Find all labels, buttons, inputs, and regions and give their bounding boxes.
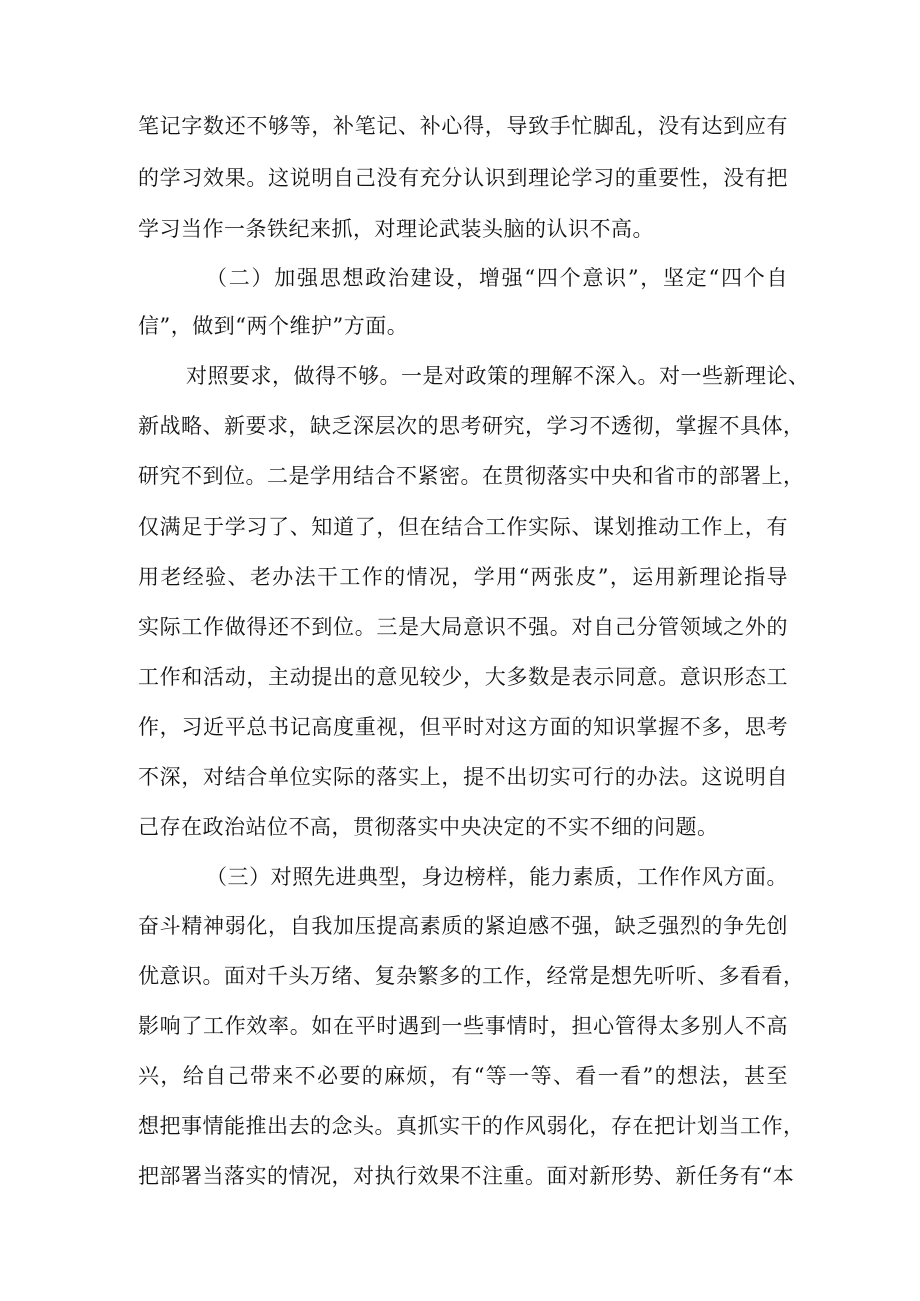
text-line-15: 己存在政治站位不高，贯彻落实中央决定的不实不细的问题。	[138, 815, 719, 839]
text-line-12: 工作和活动，主动提出的意见较少，大多数是表示同意。意识形态工	[138, 665, 788, 689]
section-heading-3: （三）对照先进典型，身边榜样，能力素质，工作作风方面。	[206, 865, 788, 889]
text-line-9: 仅满足于学习了、知道了，但在结合工作实际、谋划推动工作上，有	[138, 515, 788, 539]
text-line-14: 不深，对结合单位实际的落实上，提不出切实可行的办法。这说明自	[138, 765, 788, 789]
text-line-1: 笔记字数还不够等，补笔记、补心得，导致手忙脚乱，没有达到应有	[138, 114, 788, 138]
text-line-3: 学习当作一条铁纪来抓，对理论武装头脑的认识不高。	[138, 217, 654, 241]
section-heading-2: （二）加强思想政治建设，增强“四个意识”，坚定“四个自	[206, 266, 788, 290]
text-line-11: 实际工作做得还不到位。三是大局意识不强。对自己分管领域之外的	[138, 615, 788, 639]
text-line-19: 影响了工作效率。如在平时遇到一些事情时，担心管得太多别人不高	[138, 1014, 788, 1038]
text-line-17: 奋斗精神弱化，自我加压提高素质的紧迫感不强，缺乏强烈的争先创	[138, 914, 788, 938]
text-line-7: 新战略、新要求，缺乏深层次的思考研究，学习不透彻，掌握不具体，	[138, 414, 805, 438]
text-line-8: 研究不到位。二是学用结合不紧密。在贯彻落实中央和省市的部署上，	[138, 464, 805, 488]
text-line-18: 优意识。面对千头万绪、复杂繁多的工作，经常是想先听听、多看看，	[138, 964, 805, 988]
text-line-21: 想把事情能推出去的念头。真抓实干的作风弱化，存在把计划当工作，	[138, 1114, 805, 1138]
text-line-22: 把部署当落实的情况，对执行效果不注重。面对新形势、新任务有“本	[138, 1164, 795, 1188]
text-line-20: 兴，给自己带来不必要的麻烦，有“等一等、看一看”的想法，甚至	[138, 1064, 788, 1088]
section-heading-2-cont: 信”，做到“两个维护”方面。	[138, 314, 409, 338]
text-line-10: 用老经验、老办法干工作的情况，学用“两张皮”，运用新理论指导	[138, 565, 788, 589]
text-line-13: 作，习近平总书记高度重视，但平时对这方面的知识掌握不多，思考	[138, 715, 788, 739]
text-line-6: 对照要求，做得不够。一是对政策的理解不深入。对一些新理论、	[186, 364, 810, 388]
text-line-2: 的学习效果。这说明自己没有充分认识到理论学习的重要性，没有把	[138, 166, 788, 190]
